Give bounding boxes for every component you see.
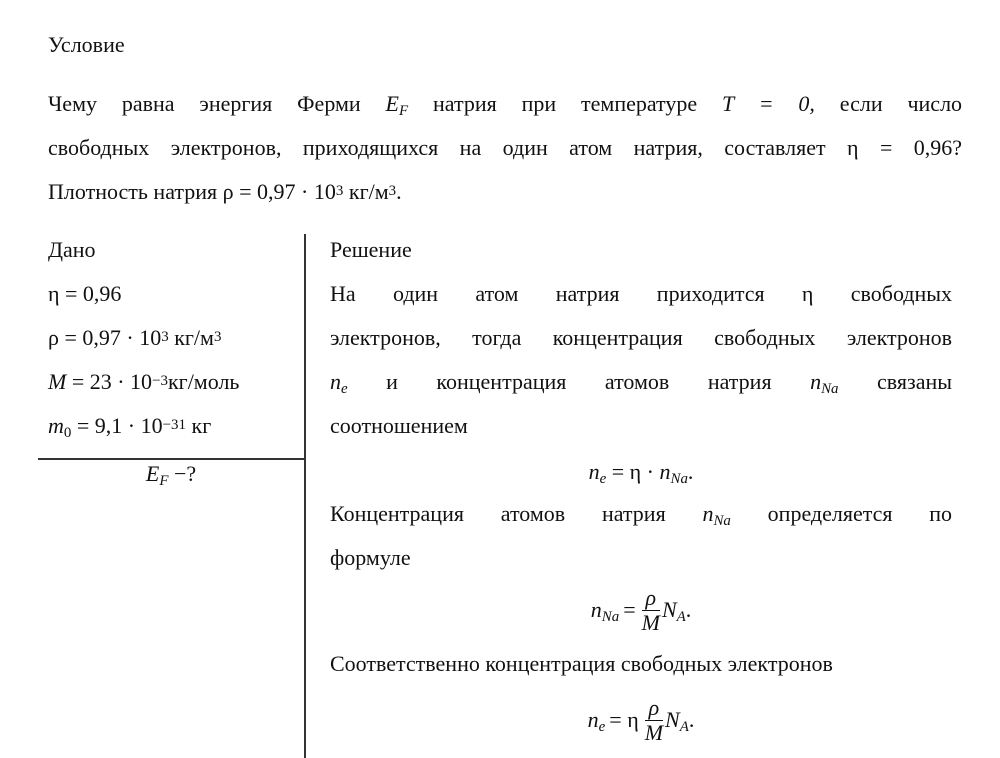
given-eta: η = 0,96 xyxy=(48,281,122,306)
equation-2: $n_{Na}$ = $\frac{\rho}{M}$ $N_A$ . xyxy=(590,585,692,635)
solution-heading: Решение xyxy=(330,237,412,262)
given-rho: $\rho = 0,97 \cdot 10^3$ $кг/м^3$ xyxy=(48,325,222,350)
condition-line-2: свободных электронов, приходящихся на один атом натрия, составляет η = 0,96? xyxy=(48,135,963,160)
find-label: $E_F$ −? xyxy=(145,461,197,490)
given-heading: Дано xyxy=(48,237,96,262)
solution-p1-line-2: электронов, тогда концентрация свободных электронов xyxy=(330,325,953,350)
solution-p1-line-4: соотношением xyxy=(330,413,468,438)
solution-p2-line-2: формуле xyxy=(330,545,411,570)
solution-p2-line-1: Концентрация атомов натрия $n_{Na}$ определяется по xyxy=(330,501,953,530)
condition-line-1: Чему равна энергия Ферми $E_F$ натрия при температуре T = 0, если число xyxy=(48,91,963,120)
equation-3: $n_e$ = η $\frac{\rho}{M}$ $N_A$ . xyxy=(587,695,695,745)
solution-p1-line-3: $n_e$ и концентрация атомов натрия $n_{Na}$ связаны xyxy=(330,369,953,398)
given-molar-mass: $M = 23 \cdot 10^{-3}кг$/моль xyxy=(48,369,240,394)
given-electron-mass: $m_0 = 9,1 \cdot 10^{-31}$ кг xyxy=(48,413,212,442)
column-divider xyxy=(304,234,306,758)
solution-p3: Соответственно концентрация свободных электронов xyxy=(330,651,833,676)
solution-p1-line-1: На один атом натрия приходится η свободных xyxy=(330,281,953,306)
condition-heading: Условие xyxy=(48,32,125,57)
condition-line-3: Плотность натрия $\rho = 0,97 \cdot 10^3$ $кг/м^3$. xyxy=(48,179,402,204)
equation-1: $n_e = \eta \cdot n_{Na}$. xyxy=(588,459,694,488)
